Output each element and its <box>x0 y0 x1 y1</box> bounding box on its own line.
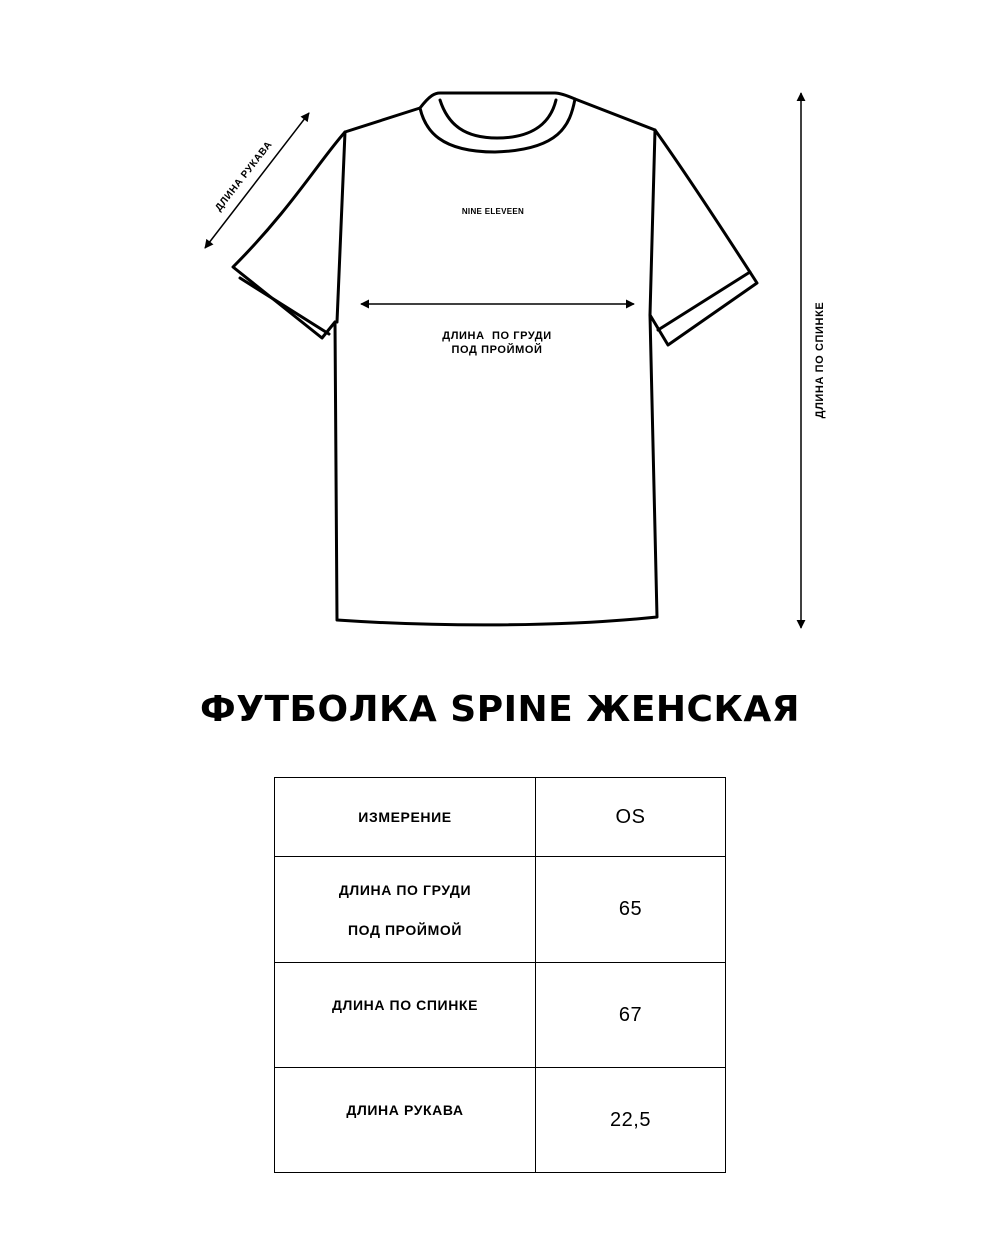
table-row <box>275 963 726 1068</box>
table-header-value: OS <box>536 778 726 857</box>
chest-width-label-line1: ДЛИНА ПО ГРУДИ <box>442 330 552 342</box>
table-row-label <box>275 857 536 963</box>
collar-inner <box>440 100 556 138</box>
back-length-label: ДЛИНА ПО СПИНКЕ <box>814 301 826 419</box>
table-row-value: 22,5 <box>536 1068 726 1173</box>
tshirt-body-outline <box>233 99 757 625</box>
sleeve-length-arrow <box>205 113 309 248</box>
table-row-value: 67 <box>536 963 726 1068</box>
table-row-label-line2: ПОД ПРОЙМОЙ <box>347 921 462 938</box>
table-row-label-line1: ДЛИНА ПО ГРУДИ <box>338 881 472 898</box>
brand-print: NINE ELEVEEN <box>461 207 525 216</box>
left-sleeve-cuff <box>240 278 329 334</box>
table-row-label-line1: ДЛИНА РУКАВА <box>346 1102 464 1118</box>
table-row <box>275 1068 726 1173</box>
table-header-label: ИЗМЕРЕНИЕ <box>275 778 536 857</box>
table-row-label-line1: ДЛИНА ПО СПИНКЕ <box>331 997 479 1013</box>
collar-outer <box>420 93 575 152</box>
left-shoulder-seam <box>337 132 345 322</box>
chest-width-label-line2: ПОД ПРОЙМОЙ <box>451 344 543 356</box>
table-row <box>275 857 726 963</box>
table-row-value: 65 <box>536 857 726 963</box>
right-shoulder-seam <box>650 130 655 315</box>
table-row-label <box>275 1068 536 1173</box>
sleeve-length-label: ДЛИНА РУКАВА <box>213 139 275 214</box>
size-table <box>274 777 726 1173</box>
table-header-row <box>275 778 726 857</box>
table-row-label <box>275 963 536 1068</box>
page-title: ФУТБОЛКА SPINE ЖЕНСКАЯ <box>200 689 800 730</box>
